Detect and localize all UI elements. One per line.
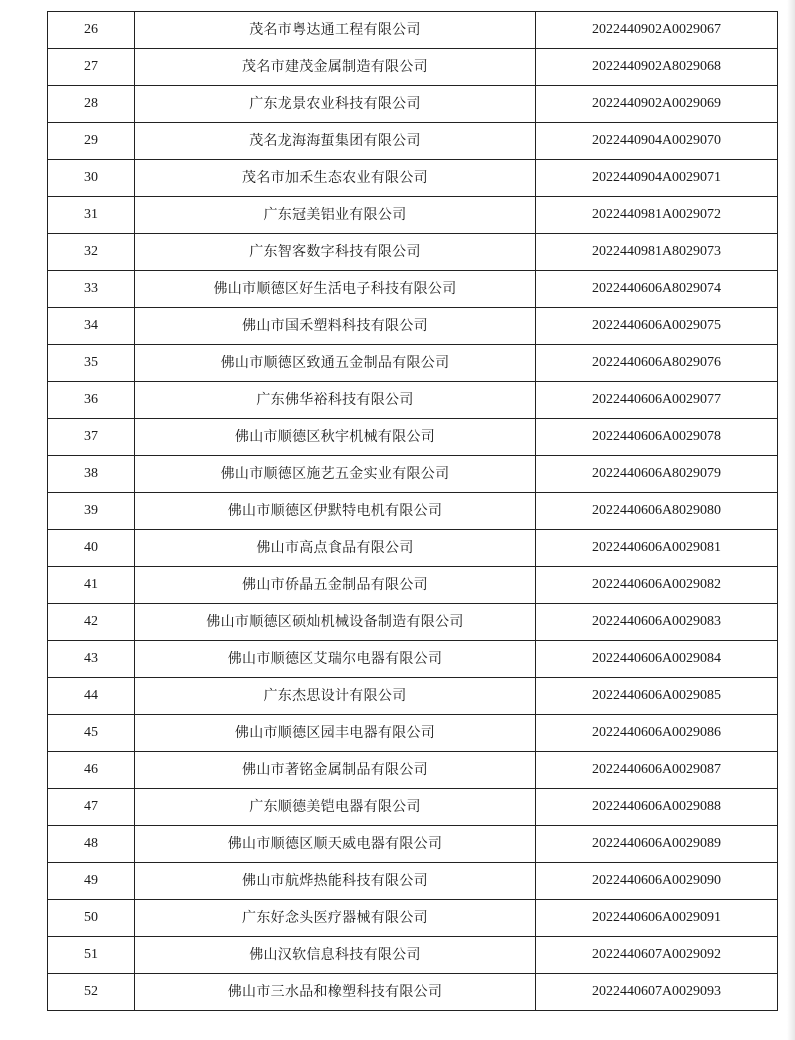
row-number-cell: 50 [48, 900, 135, 937]
company-name-cell: 茂名市加禾生态农业有限公司 [135, 160, 536, 197]
table-row [48, 123, 778, 160]
company-name-cell: 佛山市顺德区施艺五金实业有限公司 [135, 456, 536, 493]
registration-code-cell: 2022440607A0029093 [536, 974, 778, 1011]
registration-code-cell: 2022440606A0029087 [536, 752, 778, 789]
registration-code-cell: 2022440606A0029086 [536, 715, 778, 752]
table-row [48, 271, 778, 308]
table-row [48, 752, 778, 789]
row-number-cell: 35 [48, 345, 135, 382]
row-number-cell: 30 [48, 160, 135, 197]
row-number-cell: 45 [48, 715, 135, 752]
table-row [48, 308, 778, 345]
row-number-cell: 26 [48, 12, 135, 49]
registration-code-cell: 2022440606A0029090 [536, 863, 778, 900]
table-row [48, 974, 778, 1011]
row-number-cell: 28 [48, 86, 135, 123]
registration-code-cell: 2022440606A8029080 [536, 493, 778, 530]
registration-code-cell: 2022440606A0029085 [536, 678, 778, 715]
company-name-cell: 佛山市顺德区伊默特电机有限公司 [135, 493, 536, 530]
table-row [48, 604, 778, 641]
registration-code-cell: 2022440606A8029076 [536, 345, 778, 382]
row-number-cell: 52 [48, 974, 135, 1011]
company-name-cell: 佛山市顺德区顺天威电器有限公司 [135, 826, 536, 863]
registration-code-cell: 2022440981A8029073 [536, 234, 778, 271]
company-name-cell: 广东冠美铝业有限公司 [135, 197, 536, 234]
company-name-cell: 广东龙景农业科技有限公司 [135, 86, 536, 123]
certificate-table [47, 11, 778, 1011]
registration-code-cell: 2022440902A8029068 [536, 49, 778, 86]
row-number-cell: 27 [48, 49, 135, 86]
table-row [48, 197, 778, 234]
table-row [48, 49, 778, 86]
row-number-cell: 36 [48, 382, 135, 419]
row-number-cell: 44 [48, 678, 135, 715]
company-name-cell: 佛山汉软信息科技有限公司 [135, 937, 536, 974]
row-number-cell: 39 [48, 493, 135, 530]
row-number-cell: 34 [48, 308, 135, 345]
row-number-cell: 29 [48, 123, 135, 160]
table-row [48, 234, 778, 271]
row-number-cell: 40 [48, 530, 135, 567]
row-number-cell: 43 [48, 641, 135, 678]
table-row [48, 789, 778, 826]
table-row [48, 345, 778, 382]
company-name-cell: 佛山市著铭金属制品有限公司 [135, 752, 536, 789]
table-row [48, 456, 778, 493]
table-row [48, 641, 778, 678]
company-name-cell: 茂名市建茂金属制造有限公司 [135, 49, 536, 86]
table-row [48, 567, 778, 604]
table-row [48, 678, 778, 715]
registration-code-cell: 2022440981A0029072 [536, 197, 778, 234]
registration-code-cell: 2022440606A8029074 [536, 271, 778, 308]
company-name-cell: 佛山市顺德区硕灿机械设备制造有限公司 [135, 604, 536, 641]
company-name-cell: 广东佛华裕科技有限公司 [135, 382, 536, 419]
table-row [48, 160, 778, 197]
registration-code-cell: 2022440606A0029088 [536, 789, 778, 826]
registration-code-cell: 2022440606A0029091 [536, 900, 778, 937]
table-row [48, 937, 778, 974]
company-name-cell: 广东智客数字科技有限公司 [135, 234, 536, 271]
registration-code-cell: 2022440606A0029075 [536, 308, 778, 345]
row-number-cell: 51 [48, 937, 135, 974]
row-number-cell: 37 [48, 419, 135, 456]
row-number-cell: 31 [48, 197, 135, 234]
company-name-cell: 佛山市顺德区致通五金制品有限公司 [135, 345, 536, 382]
row-number-cell: 38 [48, 456, 135, 493]
table-body [48, 12, 778, 1011]
registration-code-cell: 2022440606A8029079 [536, 456, 778, 493]
row-number-cell: 33 [48, 271, 135, 308]
row-number-cell: 46 [48, 752, 135, 789]
row-number-cell: 47 [48, 789, 135, 826]
registration-code-cell: 2022440606A0029083 [536, 604, 778, 641]
table-row [48, 530, 778, 567]
company-name-cell: 佛山市顺德区好生活电子科技有限公司 [135, 271, 536, 308]
table-row [48, 900, 778, 937]
row-number-cell: 49 [48, 863, 135, 900]
table-row [48, 382, 778, 419]
registration-code-cell: 2022440607A0029092 [536, 937, 778, 974]
registration-code-cell: 2022440902A0029069 [536, 86, 778, 123]
company-name-cell: 佛山市顺德区园丰电器有限公司 [135, 715, 536, 752]
page-edge-shadow [787, 0, 795, 1040]
company-name-cell: 广东顺德美铠电器有限公司 [135, 789, 536, 826]
registration-code-cell: 2022440606A0029078 [536, 419, 778, 456]
company-name-cell: 佛山市顺德区秋宇机械有限公司 [135, 419, 536, 456]
company-name-cell: 广东杰思设计有限公司 [135, 678, 536, 715]
company-name-cell: 茂名市粤达通工程有限公司 [135, 12, 536, 49]
registration-code-cell: 2022440902A0029067 [536, 12, 778, 49]
registration-code-cell: 2022440904A0029070 [536, 123, 778, 160]
registration-code-cell: 2022440606A0029077 [536, 382, 778, 419]
row-number-cell: 42 [48, 604, 135, 641]
company-name-cell: 广东好念头医疗器械有限公司 [135, 900, 536, 937]
company-name-cell: 佛山市三水品和橡塑科技有限公司 [135, 974, 536, 1011]
registration-code-cell: 2022440606A0029081 [536, 530, 778, 567]
table-row [48, 863, 778, 900]
row-number-cell: 41 [48, 567, 135, 604]
company-name-cell: 佛山市顺德区艾瑞尔电器有限公司 [135, 641, 536, 678]
table-row [48, 86, 778, 123]
table-row [48, 419, 778, 456]
company-name-cell: 佛山市国禾塑料科技有限公司 [135, 308, 536, 345]
company-name-cell: 茂名龙海海蜇集团有限公司 [135, 123, 536, 160]
registration-code-cell: 2022440606A0029082 [536, 567, 778, 604]
row-number-cell: 48 [48, 826, 135, 863]
table-row [48, 12, 778, 49]
registration-code-cell: 2022440904A0029071 [536, 160, 778, 197]
company-name-cell: 佛山市航烨热能科技有限公司 [135, 863, 536, 900]
table-row [48, 826, 778, 863]
row-number-cell: 32 [48, 234, 135, 271]
registration-code-cell: 2022440606A0029089 [536, 826, 778, 863]
table-row [48, 493, 778, 530]
company-name-cell: 佛山市侨晶五金制品有限公司 [135, 567, 536, 604]
table-row [48, 715, 778, 752]
registration-code-cell: 2022440606A0029084 [536, 641, 778, 678]
company-name-cell: 佛山市高点食品有限公司 [135, 530, 536, 567]
